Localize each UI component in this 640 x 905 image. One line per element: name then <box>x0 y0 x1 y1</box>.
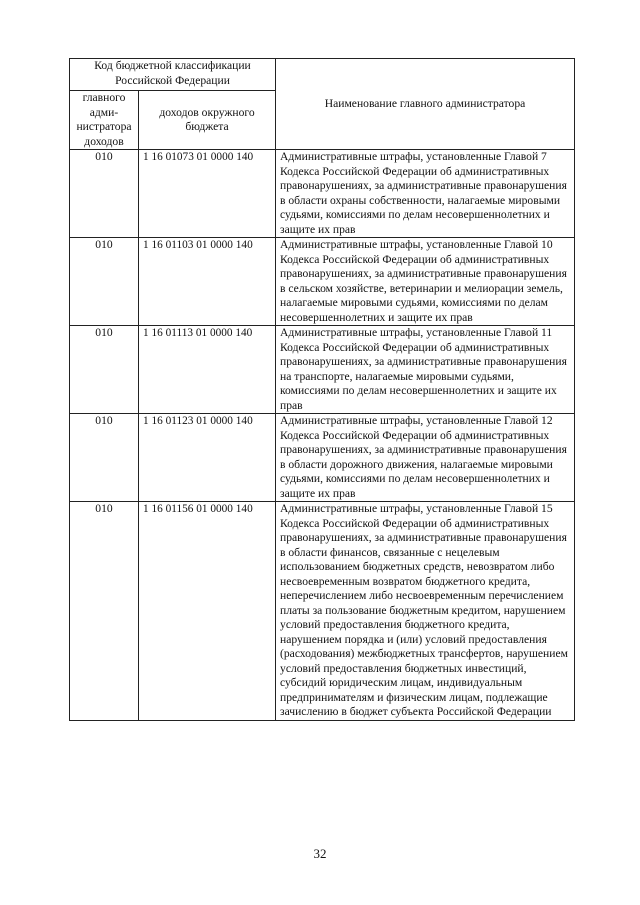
budget-code-cell: 1 16 01123 01 0000 140 <box>139 414 276 502</box>
table-row <box>70 414 575 502</box>
administrator-name-cell: Административные штрафы, установленные Главой 11 Кодекса Российской Федерации об административных правонарушениях, за административные правонарушения на транспорте, налагаемые мировыми судьями, комиссиями по делам несовершеннолетних и защите их прав <box>276 326 575 414</box>
header-group-label: Код бюджетной классификации Российской Федерации <box>70 59 276 91</box>
admin-code-cell: 010 <box>70 502 139 721</box>
table-header-row <box>70 59 575 91</box>
header-column-name: Наименование главного администратора <box>276 59 575 150</box>
administrator-name-cell: Административные штрафы, установленные Главой 7 Кодекса Российской Федерации об административных правонарушениях, за административные правонарушения в области охраны собственности, налагаемые мировыми судьями, комиссиями по делам несовершеннолетних и защите их прав <box>276 150 575 238</box>
administrator-name-cell: Административные штрафы, установленные Главой 15 Кодекса Российской Федерации об административных правонарушениях, за административные правонарушения в области финансов, связанные с нецелевым использованием бюджетных средств, невозвратом либо несвоевременным возвратом бюджетного кредита, неперечислением либо несвоевременным перечислением платы за пользование бюджетным кредитом, нарушением условий предоставления бюджетного кредита, нарушением порядка и (или) условий предоставления (расходования) межбюджетных трансфертов, нарушением условий предоставления бюджетных инвестиций, субсидий юридическим лицам, индивидуальным предпринимателям и физическим лицам, подлежащие зачислению в бюджет субъекта Российской Федерации <box>276 502 575 721</box>
table-row <box>70 150 575 238</box>
admin-code-cell: 010 <box>70 238 139 326</box>
administrator-name-cell: Административные штрафы, установленные Главой 12 Кодекса Российской Федерации об административных правонарушениях, за административные правонарушения в области дорожного движения, налагаемые мировыми судьями, комиссиями по делам несовершеннолетних и защите их прав <box>276 414 575 502</box>
page-number: 32 <box>313 846 327 861</box>
budget-classification-table <box>69 58 575 721</box>
budget-code-cell: 1 16 01113 01 0000 140 <box>139 326 276 414</box>
table-row <box>70 326 575 414</box>
administrator-name-cell: Административные штрафы, установленные Главой 10 Кодекса Российской Федерации об административных правонарушениях, за административные правонарушения в сельском хозяйстве, ветеринарии и мелиорации земель, налагаемые мировыми судьями, комиссиями по делам несовершеннолетних и защите их прав <box>276 238 575 326</box>
admin-code-cell: 010 <box>70 150 139 238</box>
admin-code-cell: 010 <box>70 414 139 502</box>
table-row <box>70 502 575 721</box>
header-column-income: доходов окружного бюджета <box>139 91 276 150</box>
table-row <box>70 238 575 326</box>
budget-code-cell: 1 16 01103 01 0000 140 <box>139 238 276 326</box>
admin-code-cell: 010 <box>70 326 139 414</box>
budget-code-cell: 1 16 01073 01 0000 140 <box>139 150 276 238</box>
header-column-admin: главного адми-нистратора доходов <box>70 91 139 150</box>
budget-code-cell: 1 16 01156 01 0000 140 <box>139 502 276 721</box>
